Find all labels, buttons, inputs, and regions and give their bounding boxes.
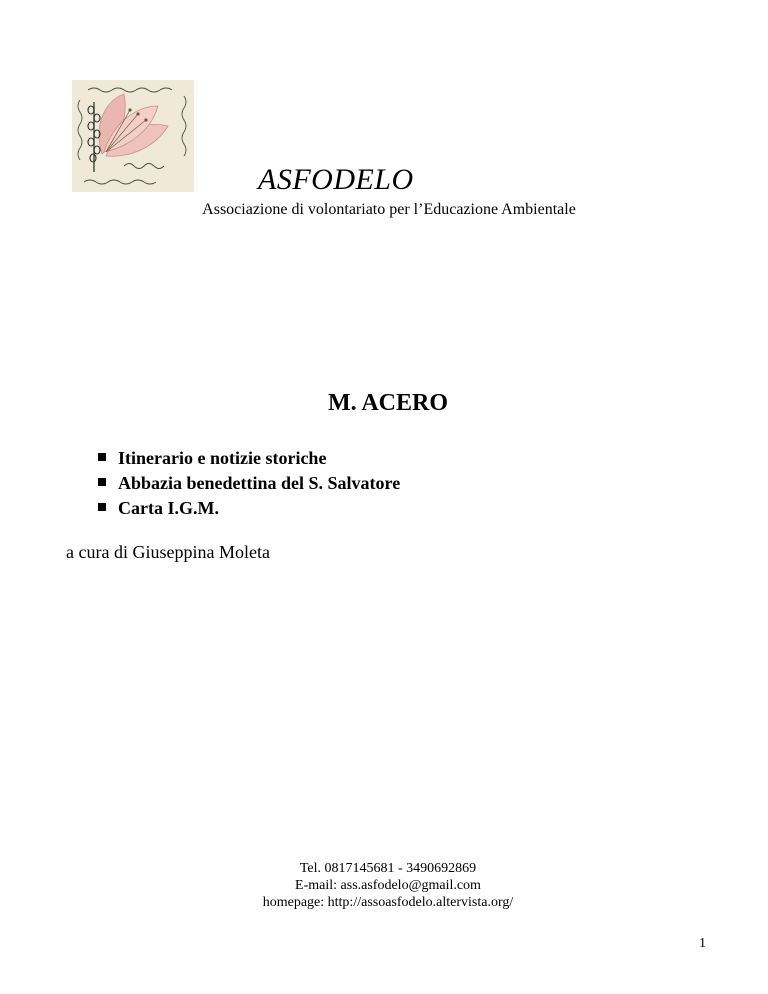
contents-item	[98, 496, 400, 521]
org-name: ASFODELO	[258, 163, 414, 196]
contents-list	[98, 446, 400, 521]
contents-item	[98, 446, 400, 471]
contact-block	[0, 860, 768, 911]
page-number: 1	[699, 936, 706, 951]
curator-line: a cura di Giuseppina Moleta	[66, 542, 270, 562]
contents-item	[98, 471, 400, 496]
contact-email: E-mail: ass.asfodelo@gmail.com	[295, 878, 481, 893]
document-title: M. ACERO	[328, 390, 448, 416]
square-bullet-icon	[98, 503, 106, 511]
contact-homepage: homepage: http://assoasfodelo.altervista.org/	[262, 895, 514, 910]
square-bullet-icon	[98, 478, 106, 486]
contact-phone: Tel. 0817145681 - 3490692869	[299, 861, 477, 876]
contents-item-label: Carta I.G.M.	[118, 498, 219, 518]
asfodelo-logo	[72, 80, 194, 192]
contents-item-label: Itinerario e notizie storiche	[118, 448, 327, 468]
square-bullet-icon	[98, 453, 106, 461]
org-tagline: Associazione di volontariato per l’Educazione Ambientale	[202, 201, 576, 218]
contents-item-label: Abbazia benedettina del S. Salvatore	[118, 473, 401, 493]
